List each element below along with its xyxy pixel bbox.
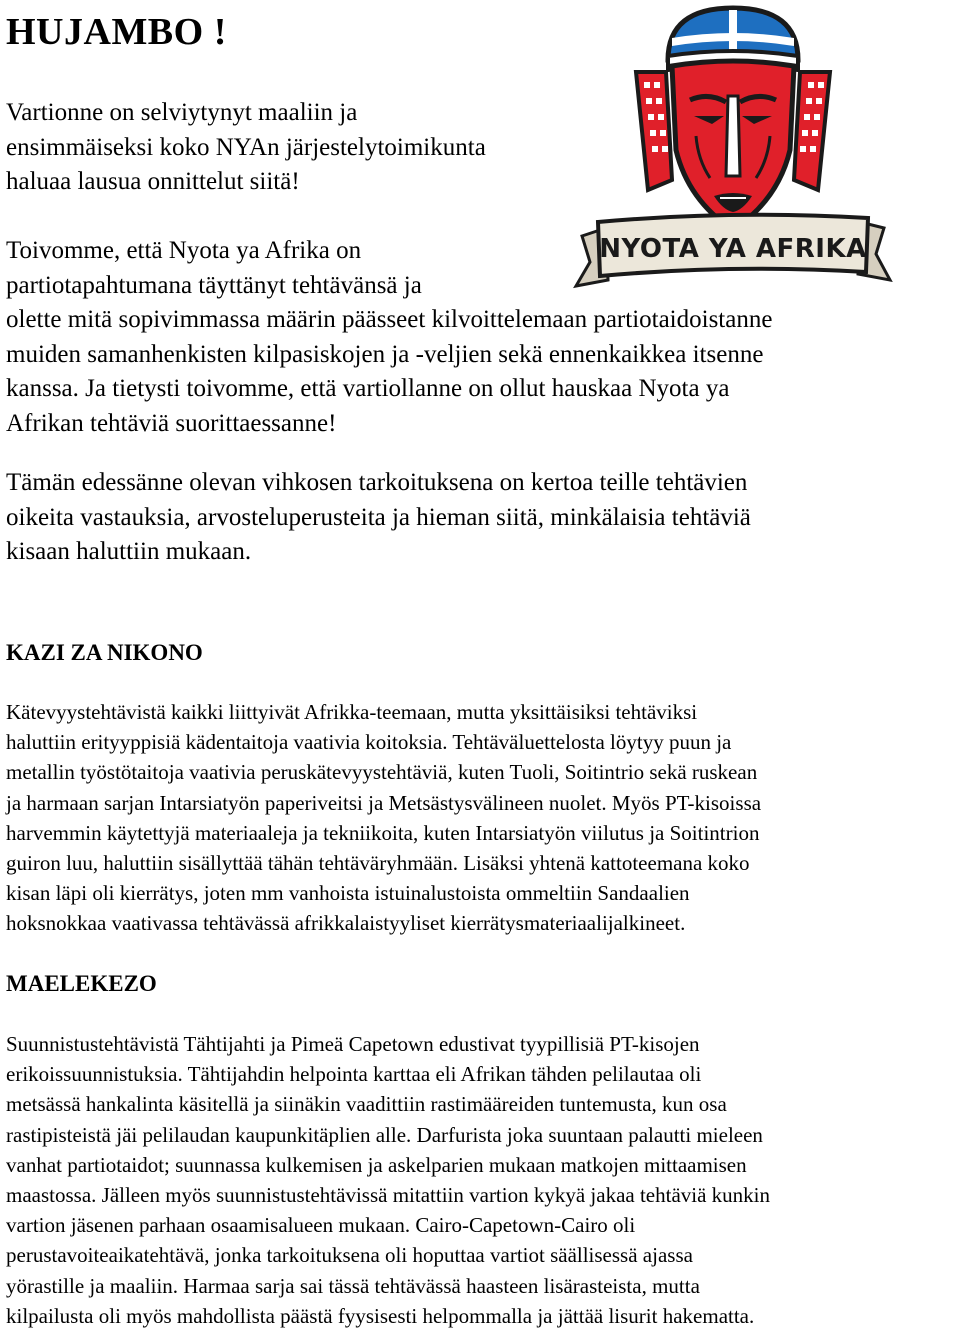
intro-paragraph-2: Toivomme, että Nyota ya Afrika on partiotapahtumana täyttänyt tehtävänsä ja olette mitä sopivimmassa määrin päässeet kilvoittelemaan partiotaidoistanne muiden samanhenkisten kilpasiskojen ja -veljien sekä ennenkaikkea itsenne kanssa. Ja tietysti toivomme, että vartiollanne on ollut hauskaa Nyota ya Afrikan tehtäviä suorittaessanne!	[6, 237, 773, 437]
section-body-maelekezo: Suunnistustehtävistä Tähtijahti ja Pimeä Capetown edustivat tyypillisiä PT-kisojen erikoissuunnistuksia. Tähtijahdin helpointa karttaa eli Afrikan tähden pelilautaa oli metsässä hankalinta käsitellä ja siinäkin vaadittiin rastimääreiden tuntemusta, kun osa rastipisteistä jäi pelilaudan kaupunkitäplien alle. Darfurista joka suuntaan palautti mieleen vanhat partiotaidot; suunnassa kulkemisen ja askelparien mukaan matkojen mittaamisen maastossa. Jälleen myös suunnistustehtävissä mitattiin vartion kykyä jakaa tehtäviä kunkin vartion jäsenen parhaan osaamisalueen mukaan. Cairo-Capetown-Cairo oli perustavoiteaikatehtävä, jonka tarkoituksena oli hoputtaa vartiot säällisessä ajassa yörastille ja maaliin. Harmaa sarja sai tässä tehtävässä haasteen lisärasteista, mutta kilpailusta oli myös mahdollista päästä fyysisesti helpommalla ja jättää lisurit hakematta.	[6, 1032, 771, 1328]
logo-banner-text: NYOTA YA AFRIKA	[599, 234, 867, 264]
intro-paragraph-1: Vartionne on selviytynyt maaliin ja ensimmäiseksi koko NYAn järjestelytoimikunta haluaa lausua onnittelut siitä!	[6, 99, 486, 195]
intro-paragraph-3: Tämän edessänne olevan vihkosen tarkoituksena on kertoa teille tehtävien oikeita vastauksia, arvosteluperusteita ja hieman siitä, minkälaisia tehtäviä kisaan haluttiin mukaan.	[6, 469, 751, 565]
section-body-kazi-za-nikono: Kätevyystehtävistä kaikki liittyivät Afrikka-teemaan, mutta yksittäisiksi tehtäviksi haluttiin erityyppisiä kädentaitoja vaativia koitoksia. Tehtäväluettelosta löytyy puun ja metallin työstötaitoja vaativia peruskätevyystehtäviä, kuten Tuoli, Soitintrio sekä ruskean ja harmaan sarjan Intarsiatyön paperiveitsi ja Metsästysvälineen nuolet. Myös PT-kisoissa harvemmin käytettyjä materiaaleja ja tekniikoita, kuten Intarsiatyön viilutus ja Soitintrion guiron luu, haluttiin sisällyttää tähän tehtäväryhmään. Lisäksi yhtenä kattoteemana koko kisan läpi oli kierrätys, joten mm vanhoista istuinalustoista ommeltiin Sandaalien hoksnokkaa vaativassa tehtävässä afrikkalaistyyliset kierrätysmateriaalijalkineet.	[6, 700, 762, 936]
section-heading-kazi-za-nikono: KAZI ZA NIKONO	[6, 640, 203, 665]
section-heading-maelekezo: MAELEKEZO	[6, 971, 157, 996]
page-title: HUJAMBO !	[6, 11, 227, 53]
